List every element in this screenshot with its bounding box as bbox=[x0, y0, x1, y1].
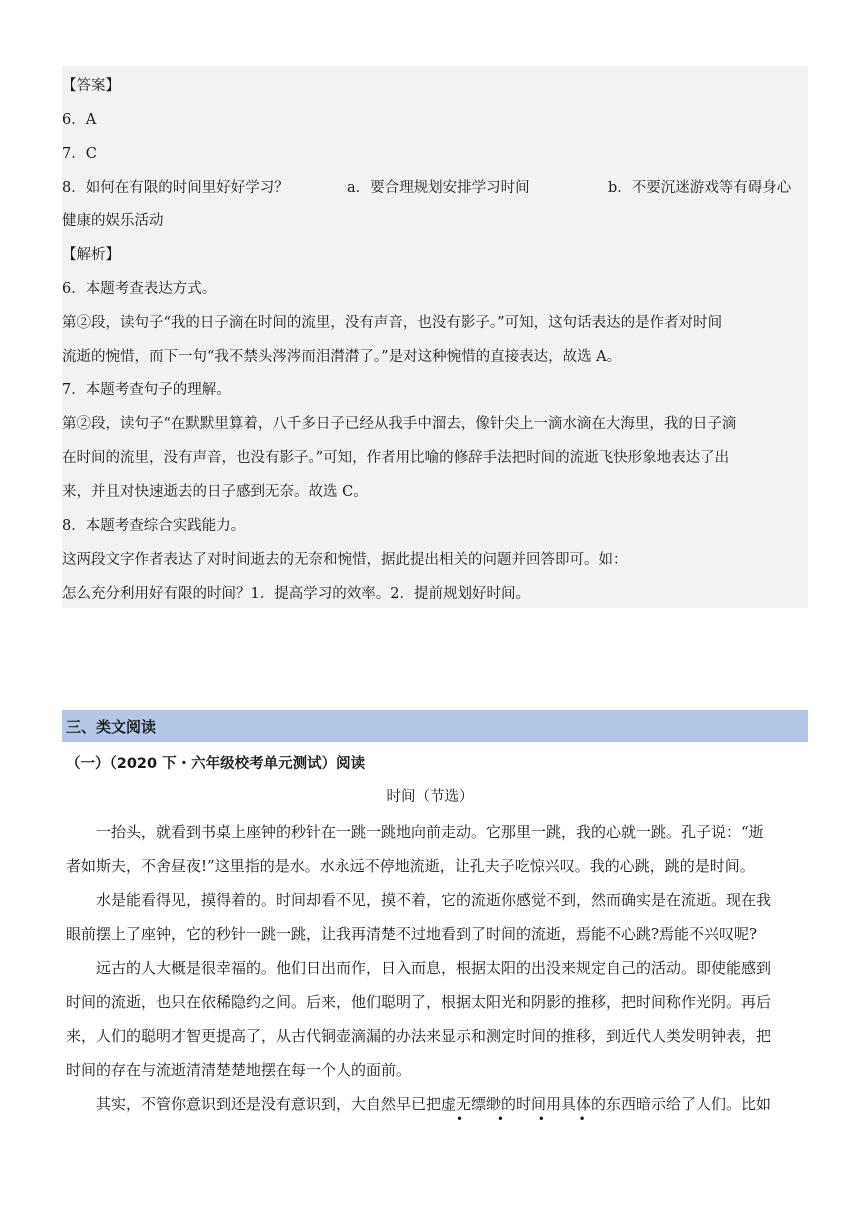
answer-8-question: 8．如何在有限的时间里好好学习？ bbox=[62, 180, 289, 196]
explanation-8-line: 这两段文字作者表达了对时间逝去的无奈和惋惜，据此提出相关的问题并回答即可。如： bbox=[62, 552, 628, 568]
explanation-6-line: 流逝的惋惜，而下一句“我不禁头涔涔而泪潸潸了。”是对这种惋惜的直接表达，故选 A。 bbox=[62, 349, 622, 365]
answer-header: 【答案】 bbox=[62, 78, 120, 94]
explanation-7-line: 第②段，读句子“在默默里算着，八千多日子已经从我手中溜去，像针尖上一滴水滴在大海里，我的日子滴 bbox=[62, 416, 737, 432]
emphasis-dots: • • • • bbox=[456, 1112, 601, 1126]
explanation-6-title: 6．本题考查表达方式。 bbox=[62, 281, 217, 297]
section-header-bar bbox=[62, 710, 808, 742]
answer-8-option-b-cont: 健康的娱乐活动 bbox=[62, 213, 164, 229]
section-title: 三、类文阅读 bbox=[66, 718, 157, 736]
article-title: 时间（节选） bbox=[386, 789, 474, 805]
analysis-header: 【解析】 bbox=[62, 247, 120, 263]
answer-8-line bbox=[62, 178, 808, 198]
article-paragraph-line: 来，人们的聪明才智更提高了，从古代铜壶滴漏的办法来显示和测定时间的推移，到近代人类发明钟表，把 bbox=[66, 1027, 772, 1045]
answer-8-option-b: b．不要沉迷游戏等有碍身心 bbox=[608, 180, 792, 196]
article-paragraph-line: 远古的人大概是很幸福的。他们日出而作，日入而息，根据太阳的出没来规定自己的活动。即使能感到 bbox=[96, 959, 772, 977]
article-paragraph-line: 者如斯夫，不舍昼夜!”这里指的是水。水永远不停地流逝，让孔夫子吃惊兴叹。我的心跳，跳的是时间。 bbox=[66, 857, 755, 875]
explanation-7-line: 来，并且对快速逝去的日子感到无奈。故选 C。 bbox=[62, 484, 368, 500]
explanation-7-line: 在时间的流里，没有声音，也没有影子。”可知，作者用比喻的修辞手法把时间的流逝飞快形象地表达了出 bbox=[62, 450, 730, 466]
article-paragraph-line: 时间的存在与流逝清清楚楚地摆在每一个人的面前。 bbox=[66, 1061, 412, 1079]
article-paragraph-line: 水是能看得见，摸得着的。时间却看不见，摸不着，它的流逝你感觉不到，然而确实是在流逝。现在我 bbox=[96, 891, 772, 909]
article-paragraph-line: 一抬头，就看到书桌上座钟的秒针在一跳一跳地向前走动。它那里一跳，我的心就一跳。孔子说：“逝 bbox=[96, 823, 764, 841]
answer-7: 7．C bbox=[62, 146, 97, 162]
answer-6: 6．A bbox=[62, 112, 97, 128]
article-paragraph-line: 时间的流逝，也只在依稀隐约之间。后来，他们聪明了，根据太阳光和阴影的推移，把时间称作光阴。再后 bbox=[66, 993, 772, 1011]
article-paragraph-line: 眼前摆上了座钟，它的秒针一跳一跳，让我再清楚不过地看到了时间的流逝，焉能不心跳?焉能不兴叹呢? bbox=[66, 925, 758, 943]
explanation-8-title: 8．本题考查综合实践能力。 bbox=[62, 518, 246, 534]
explanation-7-title: 7．本题考查句子的理解。 bbox=[62, 382, 231, 398]
answer-8-option-a: a．要合理规划安排学习时间 bbox=[347, 180, 530, 196]
explanation-6-line: 第②段，读句子“我的日子滴在时间的流里，没有声音，也没有影子。”可知，这句话表达的是作者对时间 bbox=[62, 315, 723, 331]
article-paragraph-line: 其实，不管你意识到还是没有意识到，大自然早已把虚无缥缈的时间用具体的东西暗示给了人们。比如 bbox=[96, 1095, 772, 1113]
explanation-8-line: 怎么充分利用好有限的时间？1．提高学习的效率。2．提前规划好时间。 bbox=[62, 586, 530, 602]
passage-source: （一）（2020 下・六年级校考单元测试）阅读 bbox=[66, 756, 366, 772]
